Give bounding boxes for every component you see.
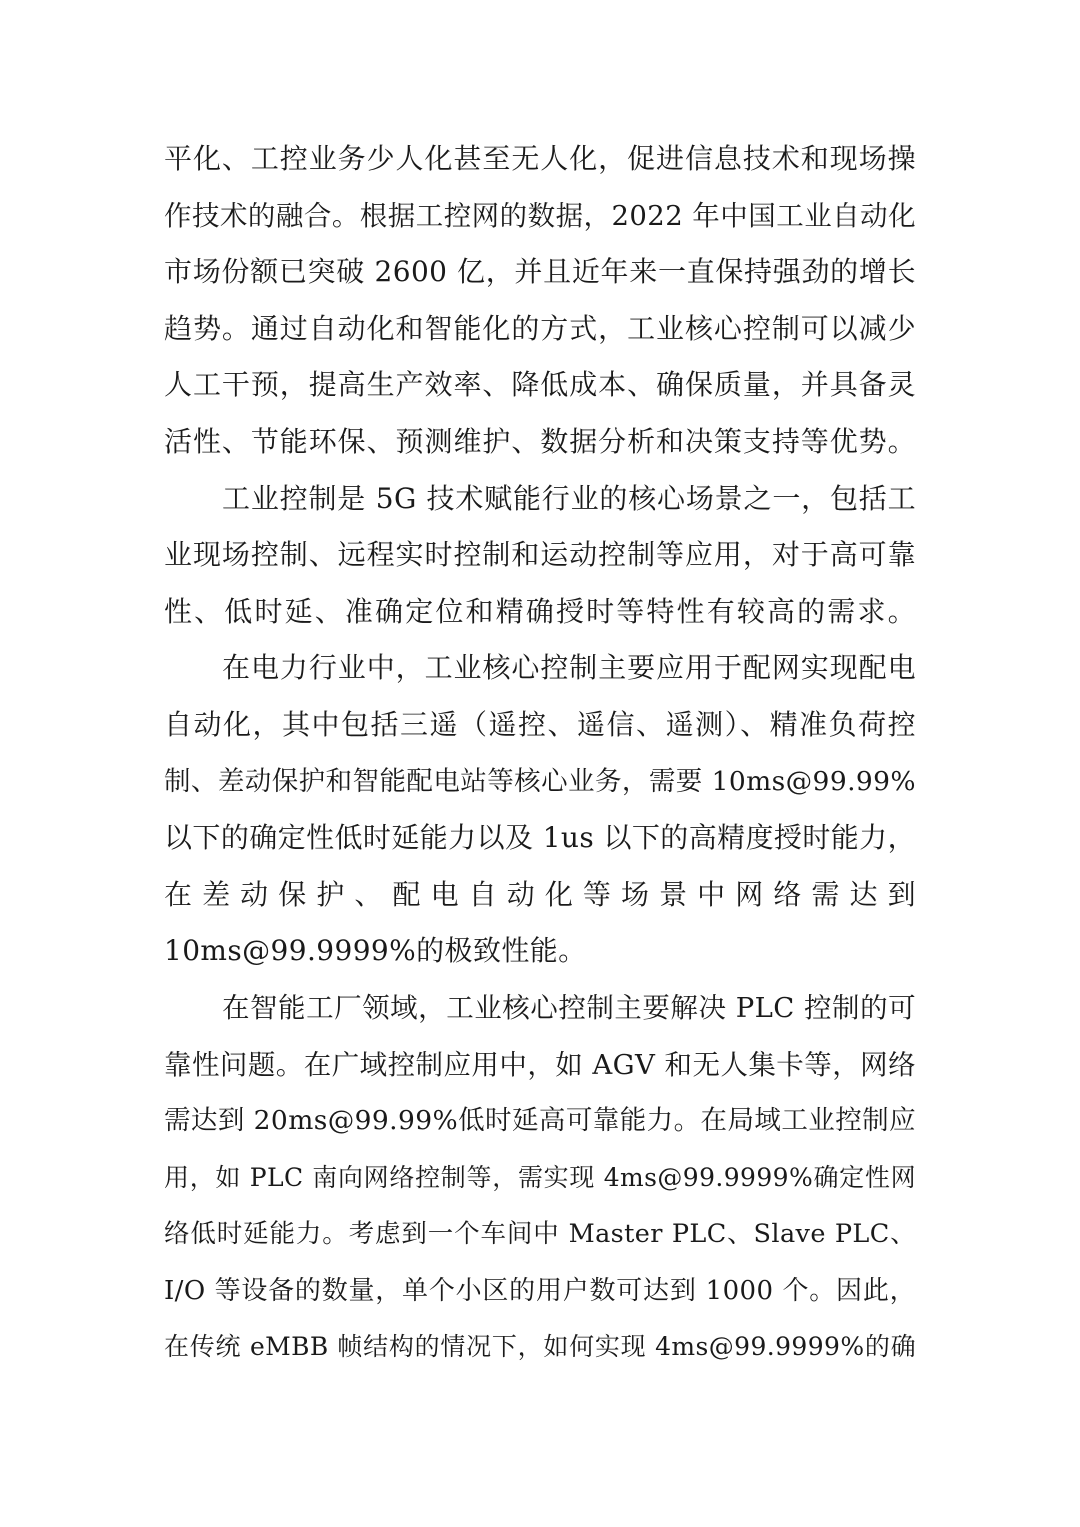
text-line: 在传统 eMBB 帧结构的情况下，如何实现 4ms@99.9999%的确 (164, 1332, 916, 1362)
text-line: 在智能工厂领域，工业核心控制主要解决 PLC 控制的可 (222, 991, 916, 1024)
paragraph-1 (164, 131, 916, 471)
paragraph-3 (164, 640, 916, 980)
text-line: 平化、工控业务少人化甚至无人化，促进信息技术和现场操 (164, 142, 916, 175)
text-line: 用，如 PLC 南向网络控制等，需实现 4ms@99.9999%确定性网 (164, 1162, 916, 1192)
text-line: 靠性问题。在广域控制应用中，如 AGV 和无人集卡等，网络 (164, 1048, 916, 1081)
paragraph-2 (164, 471, 916, 641)
text-line: 自动化，其中包括三遥（遥控、遥信、遥测）、精准负荷控 (164, 707, 916, 741)
text-line: 以下的确定性低时延能力以及 1us 以下的高精度授时能力， (164, 821, 916, 855)
body-text (164, 131, 916, 1376)
text-line: 市场份额已突破 2600 亿，并且近年来一直保持强劲的增长 (164, 255, 916, 289)
text-line: 活性、节能环保、预测维护、数据分析和决策支持等优势。 (164, 424, 916, 458)
text-line: 络低时延能力。考虑到一个车间中 Master PLC、Slave PLC、 (164, 1219, 916, 1250)
text-line: 制、差动保护和智能配电站等核心业务，需要 10ms@99.99% (164, 765, 916, 797)
text-line: 10ms@99.9999%的极致性能。 (164, 934, 587, 968)
text-line: 人工干预，提高生产效率、降低成本、确保质量，并具备灵 (164, 368, 916, 402)
text-line: 需达到 20ms@99.99%低时延高可靠能力。在局域工业控制应 (164, 1105, 916, 1137)
text-line: 在电力行业中，工业核心控制主要应用于配网实现配电 (222, 651, 916, 685)
text-line: 业现场控制、远程实时控制和运动控制等应用，对于高可靠 (164, 538, 916, 572)
text-line: 趋势。通过自动化和智能化的方式，工业核心控制可以减少 (164, 311, 916, 345)
text-line: 性、低时延、准确定位和精确授时等特性有较高的需求。 (164, 594, 916, 628)
text-line: I/O 等设备的数量，单个小区的用户数可达到 1000 个。因此， (164, 1275, 916, 1306)
text-line: 工业控制是 5G 技术赋能行业的核心场景之一，包括工 (222, 481, 916, 515)
paragraph-4 (164, 980, 916, 1376)
text-line: 在差动保护、配电自动化等场景中网络需达到 (164, 877, 916, 911)
text-line: 作技术的融合。根据工控网的数据，2022 年中国工业自动化 (164, 199, 916, 232)
